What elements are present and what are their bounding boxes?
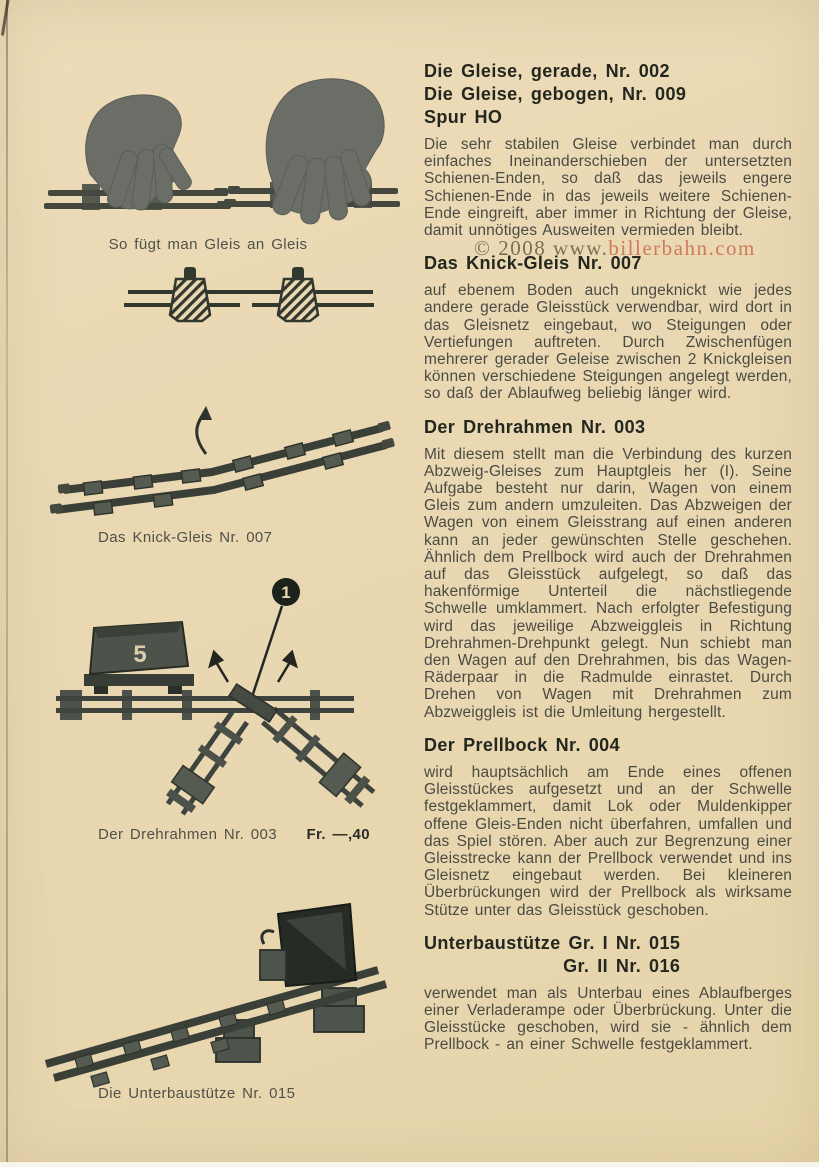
section-prellbock bbox=[424, 734, 792, 919]
rails bbox=[124, 290, 374, 307]
caption-hands: So fügt man Gleis an Gleis bbox=[108, 236, 308, 253]
figure-hands-joining-track bbox=[32, 52, 412, 234]
heading-line: Die Gleise, gebogen, Nr. 009 bbox=[424, 84, 687, 104]
caption-unterbaustuetze: Die Unterbaustütze Nr. 015 bbox=[98, 1085, 296, 1102]
swing-arrows bbox=[210, 652, 296, 682]
caption-knick: Das Knick-Gleis Nr. 007 bbox=[98, 529, 273, 546]
text-column bbox=[424, 60, 792, 1067]
clamp-left bbox=[170, 267, 210, 321]
heading-line: Der Prellbock Nr. 004 bbox=[424, 734, 620, 755]
right-hand bbox=[266, 79, 384, 225]
section-gleise bbox=[424, 60, 792, 239]
heading-line: Der Drehrahmen Nr. 003 bbox=[424, 416, 646, 437]
drehrahmen-illustration bbox=[32, 562, 412, 818]
caption-drehrahmen: Der Drehrahmen Nr. 003 bbox=[98, 826, 278, 843]
main-track bbox=[56, 690, 354, 720]
unterbaustuetze-illustration bbox=[28, 892, 403, 1088]
heading-line: Spur HO bbox=[424, 107, 503, 127]
body-prellbock: wird hauptsächlich am Ende eines offenen Gleisstückes aufgesetzt und an der Schwelle festgeklammert, damit Lok oder Muldenkipper offene Gleis-Enden nicht überfahren, umfallen und das Spiel stören. Aber auch zur Begrenzung einer Gleisstrecke kann der Prellbock verwendet und ins Gleisnetz eingebaut werden. Bei kleineren Überbrückungen wird der Prellbock als wirksame Stütze unter das Gleisstück geschoben. bbox=[424, 763, 792, 919]
heading-prellbock bbox=[424, 734, 620, 757]
wagon-number: 5 bbox=[133, 641, 147, 668]
hands-joining-track-illustration bbox=[32, 52, 412, 234]
figure-drehrahmen bbox=[32, 562, 412, 818]
caption-drehrahmen-row bbox=[98, 826, 370, 843]
watermark-domain: billerbahn.com bbox=[608, 236, 756, 260]
heading-line: Die Gleise, gerade, Nr. 002 bbox=[424, 61, 670, 81]
scan-edge-bottom bbox=[0, 1162, 819, 1167]
body-knick-gleis: auf ebenem Boden auch ungeknickt wie jedes andere gerade Gleisstück verwendbar, wird dort in das Gleisnetz eingebaut, wo Steigungen oder Vertiefungen auftreten. Durch Zwischenfügen mehrerer gerader Geleise zwischen 2 Knickgleisen können verschiedene Steigungen angelegt werden, so daß der Ablaufweg beliebig länger wird. bbox=[424, 282, 792, 403]
branch-track-left bbox=[160, 707, 255, 818]
turn-frame bbox=[229, 684, 277, 722]
scan-edge-left bbox=[6, 0, 8, 1167]
heading-unterbaustuetze bbox=[424, 932, 680, 978]
tipper-wagon bbox=[84, 622, 194, 694]
body-gleise: Die sehr stabilen Gleise verbindet man durch einfaches Ineinanderschieben der untersetzten Schienen-Enden, so daß das jeweils engere Schienen-Ende in das jeweils weitere Schienen-Ende eingreift, aber immer in Richtung der Gleise, damit unnötiges Ausweiten vermieden bleibt. bbox=[424, 136, 792, 240]
heading-drehrahmen bbox=[424, 416, 645, 439]
hopper bbox=[260, 904, 356, 986]
heading-line: Unterbaustütze Gr. I Nr. 015 bbox=[424, 932, 681, 953]
watermark-prefix: © 2008 www. bbox=[474, 236, 609, 260]
heading-line: Gr. II Nr. 016 bbox=[563, 955, 681, 976]
body-drehrahmen: Mit diesem stellt man die Verbindung des kurzen Abzweig-Gleises zum Hauptgleis her (I). Seine Aufgabe besteht nur darin, Wagen von einem Gleis zum andern umzuleiten. Das Abzweigen der Wagen von einem Gleisstrang auf einen anderen kann an jeder gewünschten Stelle geschehen. Ähnlich dem Prellbock wird auch der Drehrahmen auf das Gleisstück aufgelegt, so daß das hakenförmige Unterteil die nächstliegende Schwelle umklammert. Nach erfolgter Befestigung wird das jeweilige Abzweiggleis in Richtung Drehrahmen-Drehpunkt gelegt. Nun schiebt man den Wagen auf den Drehrahmen, bis das Wagen-Räderpaar in die Radmulde einrastet. Durch Drehen von Wagen mit Drehrahmen zum Abzweiggleis ist die Umleitung hergestellt. bbox=[424, 445, 792, 721]
heading-gleise bbox=[424, 60, 686, 129]
figure-knick-gleis bbox=[34, 398, 404, 524]
section-unterbaustuetze bbox=[424, 932, 792, 1054]
knick-gleis-illustration bbox=[34, 398, 404, 524]
clamp-right bbox=[278, 267, 318, 321]
section-drehrahmen bbox=[424, 416, 792, 721]
heading-line: Das Knick-Gleis Nr. 007 bbox=[424, 253, 642, 274]
rail-joint-diagram bbox=[120, 263, 380, 329]
bend-arrow bbox=[197, 406, 212, 454]
section-knick-gleis bbox=[424, 252, 792, 402]
watermark bbox=[474, 236, 756, 261]
price-drehrahmen: Fr. —,40 bbox=[306, 826, 370, 843]
figure-rail-joint bbox=[120, 263, 380, 329]
callout-number: 1 bbox=[281, 583, 291, 602]
figure-unterbaustuetze bbox=[28, 892, 403, 1088]
body-unterbaustuetze: verwendet man als Unterbau eines Ablaufberges einer Verladerampe oder Überbrückung. Unter die Gleisstücke geschoben, wird sie - ähnlich dem Prellbock - an einer Schwelle festgeklammert. bbox=[424, 984, 792, 1054]
